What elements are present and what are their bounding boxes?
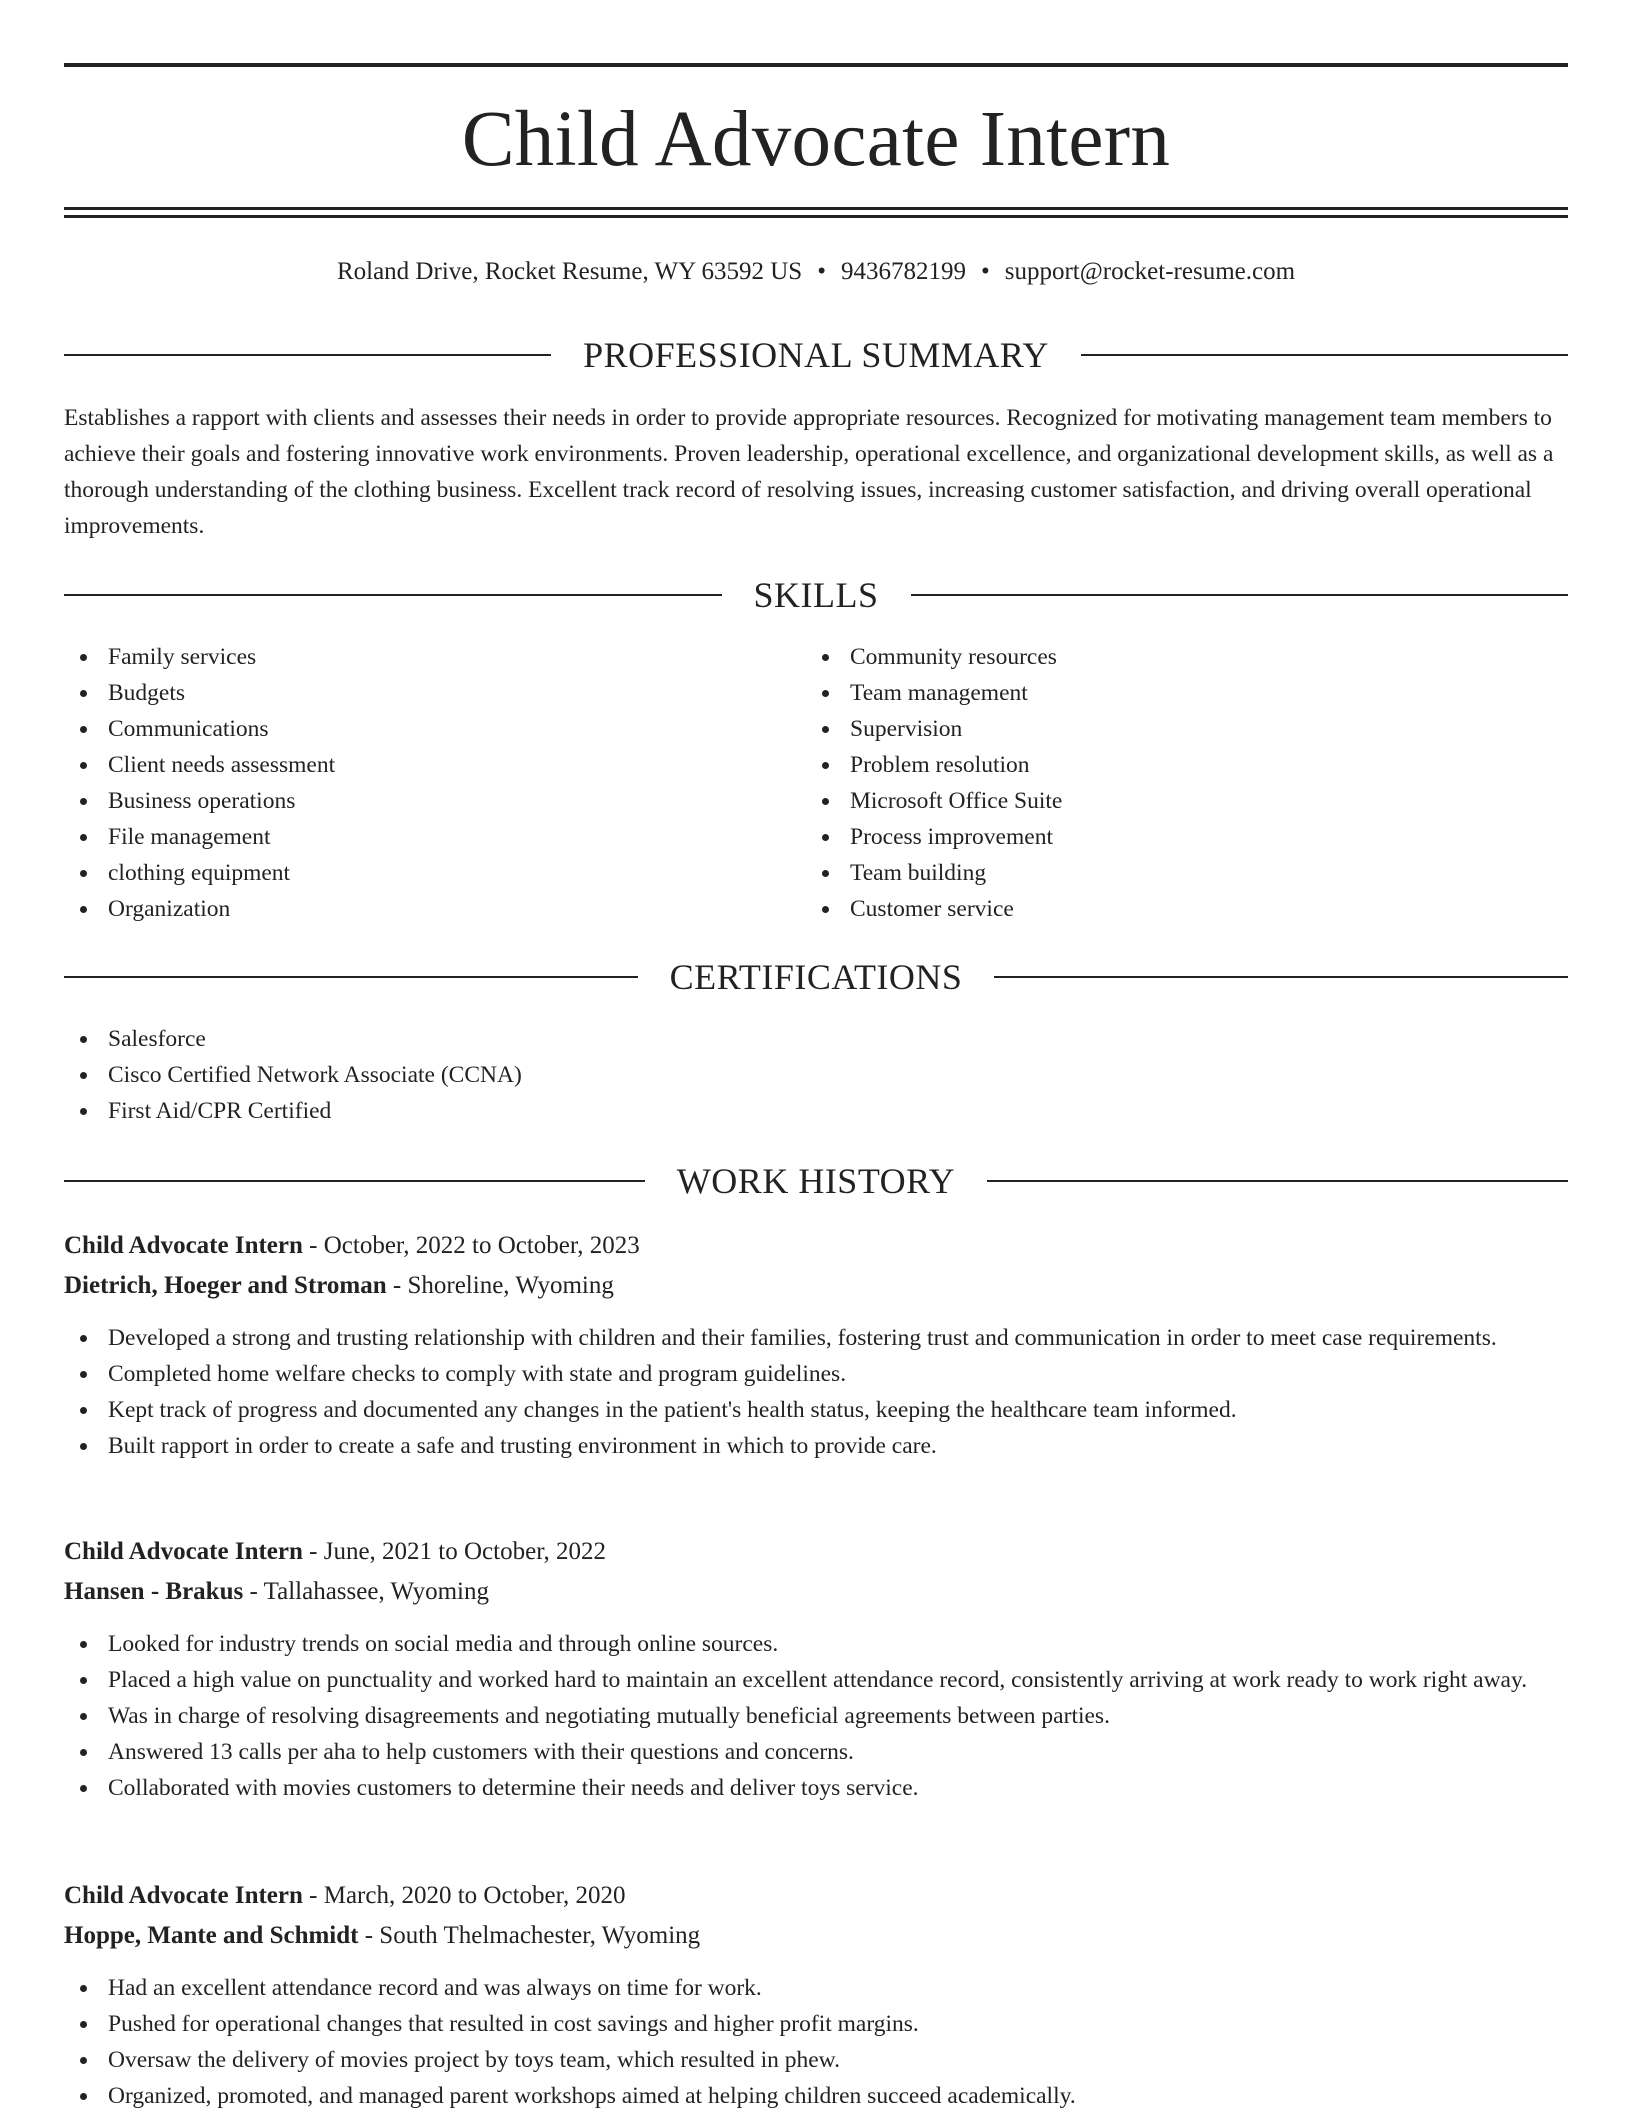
contact-email: support@rocket-resume.com — [1004, 258, 1296, 285]
certification-item: Salesforce — [64, 1021, 1568, 1057]
job-title-line — [64, 1532, 1568, 1572]
job-entry — [64, 1532, 1568, 1806]
job-location: - Tallahassee, Wyoming — [243, 1578, 489, 1605]
job-bullet: Pushed for operational changes that resulted in cost savings and higher profit margins. — [64, 2006, 1568, 2042]
certification-item: Cisco Certified Network Associate (CCNA) — [64, 1057, 1568, 1093]
skill-item: Team management — [806, 675, 1506, 711]
certification-item: First Aid/CPR Certified — [64, 1093, 1568, 1129]
job-bullet: Answered 13 calls per aha to help customers with their questions and concerns. — [64, 1734, 1568, 1770]
job-bullets — [64, 1970, 1568, 2114]
skill-item: Microsoft Office Suite — [806, 783, 1506, 819]
job-bullet: Had an excellent attendance record and was always on time for work. — [64, 1970, 1568, 2006]
skill-item: Problem resolution — [806, 747, 1506, 783]
contact-address: Roland Drive, Rocket Resume, WY 63592 US — [336, 258, 803, 285]
job-dates: - March, 2020 to October, 2020 — [302, 1882, 626, 1909]
job-title: Child Advocate Intern — [64, 1232, 303, 1259]
title-double-rule — [64, 207, 1568, 218]
work-history-heading — [64, 1159, 1568, 1203]
job-title-line — [64, 1876, 1568, 1916]
skills-list-left — [64, 639, 764, 927]
job-location: - South Thelmachester, Wyoming — [358, 1922, 701, 1949]
job-dates: - October, 2022 to October, 2023 — [302, 1232, 640, 1259]
job-bullet: Was in charge of resolving disagreements and negotiating mutually beneficial agreements between parties. — [64, 1698, 1568, 1734]
job-bullet: Completed home welfare checks to comply with state and program guidelines. — [64, 1356, 1568, 1392]
job-bullets — [64, 1320, 1568, 1464]
resume-title: Child Advocate Intern — [461, 96, 1171, 183]
skill-item: Community resources — [806, 639, 1506, 675]
job-dates: - June, 2021 to October, 2022 — [302, 1538, 607, 1565]
skills-heading — [64, 573, 1568, 617]
skill-item: Process improvement — [806, 819, 1506, 855]
job-company: Dietrich, Hoeger and Stroman — [64, 1272, 387, 1299]
skills-list-right — [806, 639, 1506, 927]
skill-item: Business operations — [64, 783, 764, 819]
skill-item: Team building — [806, 855, 1506, 891]
contact-phone: 9436782199 — [840, 258, 966, 285]
skill-item: Family services — [64, 639, 764, 675]
certifications-heading-label: CERTIFICATIONS — [669, 957, 963, 997]
skill-item: Organization — [64, 891, 764, 927]
summary-heading — [64, 333, 1568, 377]
job-bullet: Collaborated with movies customers to determine their needs and deliver toys service. — [64, 1770, 1568, 1806]
job-title-line — [64, 1226, 1568, 1266]
job-entry — [64, 1876, 1568, 2114]
certifications-list — [64, 1021, 1568, 1129]
skill-item: Customer service — [806, 891, 1506, 927]
skill-item: clothing equipment — [64, 855, 764, 891]
job-location: - Shoreline, Wyoming — [386, 1272, 614, 1299]
summary-heading-label: PROFESSIONAL SUMMARY — [583, 335, 1049, 375]
job-bullets — [64, 1626, 1568, 1806]
certifications-heading — [64, 955, 1568, 999]
skill-item: Communications — [64, 711, 764, 747]
top-rule — [64, 63, 1568, 67]
contact-line — [64, 254, 1568, 290]
job-bullet: Looked for industry trends on social media and through online sources. — [64, 1626, 1568, 1662]
contact-separator: • — [817, 258, 826, 285]
skill-item: Budgets — [64, 675, 764, 711]
work-history-heading-label: WORK HISTORY — [676, 1161, 956, 1201]
job-bullet: Placed a high value on punctuality and worked hard to maintain an excellent attendance record, consistently arriving at work ready to work right away. — [64, 1662, 1568, 1698]
job-bullet: Built rapport in order to create a safe and trusting environment in which to provide care. — [64, 1428, 1568, 1464]
job-bullet: Organized, promoted, and managed parent workshops aimed at helping children succeed academically. — [64, 2078, 1568, 2114]
job-company: Hansen - Brakus — [64, 1578, 244, 1605]
job-company-line — [64, 1916, 1568, 1956]
job-entry — [64, 1226, 1568, 1464]
job-title: Child Advocate Intern — [64, 1882, 303, 1909]
job-company: Hoppe, Mante and Schmidt — [64, 1922, 359, 1949]
skill-item: Client needs assessment — [64, 747, 764, 783]
job-title: Child Advocate Intern — [64, 1538, 303, 1565]
skill-item: File management — [64, 819, 764, 855]
job-bullet: Developed a strong and trusting relationship with children and their families, fostering trust and communication in order to meet case requirements. — [64, 1320, 1568, 1356]
job-company-line — [64, 1266, 1568, 1306]
job-company-line — [64, 1572, 1568, 1612]
summary-text: Establishes a rapport with clients and assesses their needs in order to provide appropriate resources. Recognized for motivating management team members to achieve their goals and fostering innovative work environments. Proven leadership, operational excellence, and organizational development skills, as well as a thorough understanding of the clothing business. Excellent track record of resolving issues, increasing customer satisfaction, and driving overall operational improvements. — [64, 405, 1554, 539]
job-bullet: Oversaw the delivery of movies project by toys team, which resulted in phew. — [64, 2042, 1568, 2078]
skill-item: Supervision — [806, 711, 1506, 747]
contact-separator: • — [980, 258, 990, 285]
job-bullet: Kept track of progress and documented any changes in the patient's health status, keeping the healthcare team informed. — [64, 1392, 1568, 1428]
skills-heading-label: SKILLS — [753, 575, 879, 615]
